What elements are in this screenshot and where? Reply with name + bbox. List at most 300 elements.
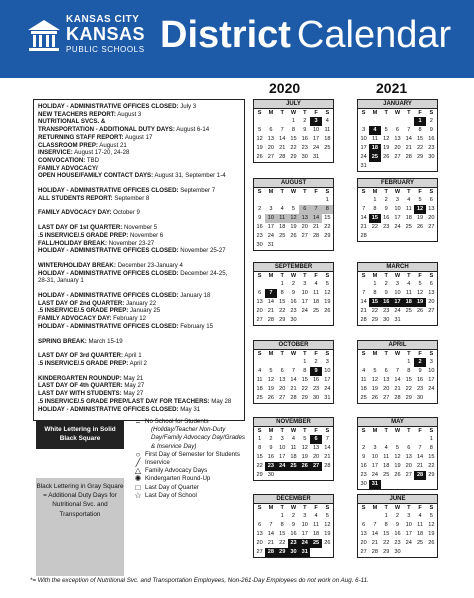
title-light: Calendar: [296, 14, 452, 56]
event-line: HOLIDAY - ADMINISTRATIVE OFFICES CLOSED: July 3: [38, 103, 197, 110]
event-line: .5 INSERVICE/.5 GRADE PREP/LAST DAY FOR TEACHERS: May 28: [38, 397, 232, 405]
calendar-day: 28: [265, 548, 276, 557]
calendar-day: 20: [267, 145, 275, 151]
month-september: [253, 262, 334, 326]
event-line: FAMILY ADVOCACY DAY: February 12: [38, 315, 147, 323]
calendar-day: 12: [301, 445, 308, 451]
event-line: HOLIDAY - ADMINISTRATIVE OFFICES CLOSED: September 7: [38, 187, 216, 195]
month-grid: [254, 272, 333, 325]
calendar-day: 1: [384, 513, 388, 519]
calendar-day: 15: [301, 377, 308, 383]
calendar-day: 6: [269, 127, 273, 133]
weekday-header: F: [314, 189, 318, 195]
calendar-day: 25: [279, 233, 286, 239]
event-gap: [38, 202, 240, 209]
calendar-day: 5: [429, 513, 433, 519]
calendar-day: 28: [312, 233, 320, 239]
event-line: HOLIDAY - ADMINISTRATIVE OFFICES CLOSED: November 25-27: [38, 247, 226, 255]
calendar-day: 7: [418, 445, 422, 451]
legend-item: [133, 492, 245, 500]
legend-black-box: White Lettering in Solid Black Square: [36, 421, 124, 449]
empty-day: [358, 358, 369, 367]
calendar-day: 3: [303, 513, 307, 519]
weekday-header: M: [268, 273, 274, 279]
weekday-header: T: [280, 189, 284, 195]
calendar-day: 14: [360, 299, 367, 305]
weekday-header: S: [257, 505, 262, 511]
calendar-day: 20: [405, 463, 412, 469]
legend-symbol-icon: ☆: [134, 490, 142, 500]
calendar-day: 18: [360, 386, 367, 392]
weekday-header: F: [314, 110, 318, 116]
calendar-day: 8: [384, 522, 388, 528]
calendar-day: 9: [384, 290, 388, 296]
calendar-day: 10: [360, 136, 367, 142]
weekday-header: F: [314, 351, 318, 357]
calendar-day: 16: [267, 454, 275, 460]
calendar-day: 22: [371, 224, 379, 230]
weekday-header: T: [280, 110, 284, 116]
calendar-day: 16: [290, 531, 297, 537]
calendar-day: 24: [371, 472, 379, 478]
event-line: TRANSPORTATION - ADDITIONAL DUTY DAYS: August 6-14: [38, 126, 210, 134]
weekday-header: F: [418, 110, 422, 116]
calendar-day: 14: [279, 136, 286, 142]
calendar-day: 3: [395, 197, 400, 203]
calendar-day: 8: [280, 290, 284, 296]
calendar-day: 15: [256, 454, 263, 460]
weekday-header: S: [257, 273, 262, 279]
calendar-day: 18: [403, 298, 414, 307]
calendar-day: 24: [267, 233, 275, 239]
logo-city: KANSAS CITY: [66, 14, 140, 25]
calendar-day: 12: [324, 522, 331, 528]
calendar-day: 29: [301, 395, 308, 401]
empty-day: [403, 435, 414, 444]
calendar-day: 21: [405, 145, 412, 151]
calendar-day: 19: [324, 531, 331, 537]
calendar-day: 18: [256, 386, 263, 392]
calendar-day: 30: [383, 317, 390, 323]
calendar-day: 1: [373, 197, 377, 203]
calendar-day: 7: [269, 522, 273, 528]
calendar-day: 25: [288, 462, 299, 471]
calendar-day: 9: [291, 290, 296, 296]
calendar-day: 7: [280, 127, 284, 133]
calendar-day: 23: [360, 472, 367, 478]
weekday-header: S: [361, 428, 366, 434]
weekday-header: M: [372, 110, 378, 116]
month-name: JANUARY: [358, 100, 437, 109]
month-grid: [358, 350, 437, 403]
calendar-day: 21: [290, 386, 297, 392]
calendar-day: 23: [265, 462, 276, 471]
calendar-day: 9: [429, 127, 433, 133]
empty-day: [254, 117, 265, 126]
calendar-day: 7: [373, 522, 377, 528]
calendar-day: 17: [405, 531, 412, 537]
calendar-day: 6: [384, 368, 388, 374]
calendar-day: 25: [405, 224, 412, 230]
calendar-day: 30: [394, 549, 401, 555]
calendar-day: 26: [428, 540, 435, 546]
weekday-header: S: [361, 189, 366, 195]
calendar-day: 13: [312, 445, 320, 451]
calendar-day: 27: [428, 224, 435, 230]
month-name: FEBRUARY: [358, 179, 437, 188]
legend-text: Last Day of Quarter: [145, 483, 199, 491]
month-july: [253, 99, 334, 163]
event-line: WINTER/HOLIDAY BREAK: December 23-January 4: [38, 261, 183, 269]
weekday-header: S: [429, 189, 434, 195]
month-name: APRIL: [358, 341, 437, 350]
legend-symbol-icon: ○: [135, 449, 141, 459]
event-line: HOLIDAY - ADMINISTRATIVE OFFICES CLOSED: January 18: [38, 292, 211, 300]
calendar-day: 2: [269, 436, 273, 442]
calendar-day: 10: [394, 206, 401, 212]
calendar-day: 11: [277, 214, 288, 223]
calendar-day: 11: [324, 127, 331, 133]
calendar-day: 31: [267, 242, 275, 248]
calendar-day: 25: [383, 472, 390, 478]
empty-day: [369, 117, 380, 126]
weekday-header: T: [384, 428, 388, 434]
calendar-day: 20: [428, 299, 435, 305]
weekday-header: W: [290, 189, 297, 195]
calendar-day: 8: [258, 445, 262, 451]
calendar-day: 7: [265, 289, 276, 298]
weekday-header: T: [407, 428, 411, 434]
calendar-day: 17: [324, 377, 331, 383]
calendar-day: 1: [280, 281, 284, 287]
weekday-header: T: [407, 189, 411, 195]
calendar-day: 4: [362, 368, 366, 374]
calendar-day: 22: [383, 540, 390, 546]
calendar-day: 26: [371, 395, 379, 401]
calendar-day: 26: [267, 395, 275, 401]
calendar-day: 6: [362, 522, 366, 528]
empty-day: [277, 117, 288, 126]
weekday-header: W: [290, 110, 297, 116]
weekday-header: W: [394, 351, 401, 357]
title-bold: District: [160, 14, 291, 56]
calendar-day: 14: [267, 299, 275, 305]
month-december: [253, 494, 334, 558]
calendar-day: 31: [324, 395, 331, 401]
calendar-day: 21: [312, 224, 320, 230]
calendar-day: 10: [428, 368, 435, 374]
calendar-day: 12: [267, 377, 275, 383]
empty-day: [254, 358, 265, 367]
weekday-header: M: [372, 189, 378, 195]
legend-symbol-icon: □: [135, 482, 141, 492]
month-april: [357, 340, 438, 404]
calendar-day: 9: [395, 522, 400, 528]
logo-state: KANSAS: [66, 24, 146, 44]
legend-item: [133, 426, 245, 451]
page-title: [160, 14, 451, 57]
calendar-day: 7: [291, 368, 296, 374]
calendar-day: 26: [324, 540, 331, 546]
empty-day: [358, 196, 369, 205]
month-june: [357, 494, 438, 558]
calendar-day: 24: [394, 224, 401, 230]
month-february: [357, 178, 438, 242]
calendar-day: 31: [312, 154, 320, 160]
weekday-header: F: [418, 505, 422, 511]
calendar-day: 8: [291, 127, 296, 133]
calendar-day: 29: [383, 549, 390, 555]
empty-day: [392, 435, 403, 444]
weekday-header: T: [303, 189, 307, 195]
calendar-day: 21: [394, 386, 401, 392]
legend-item: [133, 418, 245, 426]
calendar-day: 28: [290, 395, 297, 401]
calendar-day: 2: [291, 281, 296, 287]
calendar-day: 21: [324, 454, 331, 460]
weekday-header: S: [361, 505, 366, 511]
calendar-day: 20: [301, 224, 308, 230]
weekday-header: S: [257, 428, 262, 434]
empty-day: [254, 512, 265, 521]
calendar-day: 22: [256, 463, 263, 469]
calendar-day: 8: [429, 445, 433, 451]
calendar-day: 8: [407, 368, 411, 374]
calendar-day: 28: [279, 154, 286, 160]
calendar-day: 9: [269, 445, 273, 451]
event-line: CLASSROOM PREP: August 21: [38, 141, 127, 149]
empty-day: [381, 358, 392, 367]
calendar-day: 18: [312, 299, 320, 305]
event-line: NEW TEACHERS REPORT: August 3: [38, 110, 142, 118]
month-august: [253, 178, 334, 251]
calendar-day: 24: [405, 540, 412, 546]
legend-item: [133, 467, 245, 475]
calendar-day: 4: [291, 436, 296, 442]
calendar-day: 18: [290, 454, 297, 460]
calendar-day: 1: [280, 513, 284, 519]
calendar-day: 21: [267, 540, 275, 546]
legend-symbol-icon: ✺: [134, 474, 142, 484]
calendar-day: 29: [290, 154, 297, 160]
calendar-day: 11: [290, 445, 297, 451]
calendar-day: 27: [256, 549, 263, 555]
calendar-day: 27: [310, 462, 321, 471]
event-gap: [38, 255, 240, 262]
calendar-day: 16: [290, 299, 297, 305]
calendar-day: 16: [256, 224, 263, 230]
month-name: AUGUST: [254, 179, 333, 188]
calendar-day: 13: [279, 377, 286, 383]
calendar-day: 28: [360, 233, 367, 239]
calendar-day: 3: [429, 359, 433, 365]
calendar-day: 8: [418, 127, 422, 133]
empty-day: [381, 435, 392, 444]
calendar-day: 29: [277, 548, 288, 557]
empty-day: [369, 358, 380, 367]
calendar-day: 28: [360, 317, 367, 323]
calendar-day: 27: [405, 472, 412, 478]
month-march: [357, 262, 438, 326]
calendar-day: 23: [290, 308, 297, 314]
event-line: LAST DAY OF 2nd QUARTER: January 22: [38, 299, 157, 307]
weekday-header: T: [407, 110, 411, 116]
month-grid: [358, 272, 437, 325]
weekday-header: S: [361, 351, 366, 357]
calendar-day: 13: [383, 377, 390, 383]
calendar-day: 9: [362, 454, 366, 460]
event-line: .5 INSERVICE/.5 GRADE PREP: January 25: [38, 307, 161, 315]
calendar-day: 8: [373, 290, 377, 296]
calendar-day: 3: [280, 436, 284, 442]
calendar-day: 16: [416, 377, 424, 383]
calendar-day: 1: [303, 359, 307, 365]
calendar-day: 16: [381, 298, 392, 307]
calendar-day: 11: [405, 206, 412, 212]
calendar-day: 18: [279, 224, 286, 230]
calendar-day: 4: [407, 197, 411, 203]
weekday-header: M: [268, 189, 274, 195]
calendar-day: 23: [383, 308, 390, 314]
event-line: OPEN HOUSE/FAMILY CONTACT DAYS: August 31, September 1-4: [38, 172, 226, 180]
calendar-day: 9: [291, 522, 296, 528]
calendar-day: 28: [267, 317, 275, 323]
calendar-day: 21: [267, 308, 275, 314]
header-banner: [0, 0, 474, 78]
calendar-day: 14: [394, 377, 401, 383]
calendar-day: 9: [258, 215, 262, 221]
calendar-day: 2: [258, 206, 262, 212]
calendar-day: 4: [280, 206, 284, 212]
calendar-day: 8: [303, 368, 307, 374]
calendar-day: 27: [301, 233, 308, 239]
calendar-day: 25: [360, 395, 367, 401]
weekday-header: T: [303, 428, 307, 434]
calendar-day: 2: [384, 281, 388, 287]
calendar-day: 19: [416, 215, 424, 221]
empty-day: [254, 196, 265, 205]
empty-day: [369, 435, 380, 444]
calendar-day: 26: [324, 308, 331, 314]
calendar-day: 28: [394, 395, 401, 401]
legend-text: Last Day of School: [145, 491, 197, 499]
calendar-day: 30: [301, 154, 308, 160]
weekday-header: S: [325, 273, 330, 279]
calendar-day: 30: [360, 481, 367, 487]
calendar-day: 28: [324, 463, 331, 469]
month-may: [357, 417, 438, 490]
weekday-header: M: [372, 505, 378, 511]
event-line: HOLIDAY - ADMINISTRATIVE OFFICES CLOSED: February 15: [38, 322, 214, 330]
calendar-day: 25: [405, 308, 412, 314]
calendar-day: 15: [369, 214, 380, 223]
empty-day: [310, 196, 321, 205]
event-line: FAMILY ADVOCACY DAY: October 9: [38, 209, 140, 217]
calendar-day: 12: [324, 290, 331, 296]
calendar-day: 23: [288, 539, 299, 548]
calendar-day: 20: [383, 386, 390, 392]
calendar-day: 17: [360, 145, 367, 151]
calendar-day: 4: [325, 118, 329, 124]
weekday-header: W: [394, 110, 401, 116]
calendar-day: 12: [383, 136, 390, 142]
calendar-day: 11: [372, 136, 378, 142]
weekday-header: T: [280, 351, 284, 357]
calendar-day: 13: [360, 531, 367, 537]
month-name: JUNE: [358, 495, 437, 504]
calendar-day: 26: [383, 154, 390, 160]
calendar-day: 29: [405, 395, 412, 401]
logo-district: PUBLIC SCHOOLS: [66, 45, 145, 54]
empty-day: [358, 435, 369, 444]
month-grid: [358, 504, 437, 557]
calendar-day: 12: [288, 214, 299, 223]
legend-text: Family Advocacy Days: [145, 467, 208, 475]
weekday-header: F: [314, 273, 318, 279]
weekday-header: S: [257, 110, 262, 116]
calendar-day: 6: [258, 290, 262, 296]
weekday-header: W: [290, 351, 297, 357]
weekday-header: F: [314, 428, 318, 434]
event-line: RETURNING STAFF REPORT: August 17: [38, 133, 153, 141]
calendar-day: 9: [384, 206, 388, 212]
calendar-day: 22: [290, 145, 297, 151]
calendar-day: 11: [383, 454, 390, 460]
calendar-day: 2: [384, 197, 388, 203]
calendar-day: 15: [369, 298, 380, 307]
calendar-day: 22: [428, 463, 435, 469]
weekday-header: T: [280, 505, 284, 511]
calendar-day: 5: [269, 368, 273, 374]
calendar-day: 16: [312, 377, 320, 383]
calendar-day: 13: [299, 214, 310, 223]
month-grid: [358, 109, 437, 171]
calendar-day: 25: [310, 539, 321, 548]
calendar-day: 27: [256, 317, 263, 323]
calendar-day: 14: [267, 531, 275, 537]
calendar-day: 4: [384, 445, 388, 451]
weekday-header: M: [372, 273, 378, 279]
calendar-day: 21: [360, 308, 367, 314]
calendar-day: 10: [279, 445, 286, 451]
month-grid: [254, 109, 333, 162]
calendar-day: 29: [416, 154, 424, 160]
calendar-day: 11: [360, 377, 367, 383]
empty-day: [403, 117, 414, 126]
calendar-day: 14: [405, 136, 412, 142]
weekday-header: F: [418, 351, 422, 357]
empty-day: [414, 435, 425, 444]
calendar-day: 31: [299, 548, 310, 557]
month-november: [253, 417, 334, 481]
calendar-day: 27: [267, 154, 275, 160]
calendar-day: 20: [360, 540, 367, 546]
event-line: HOLIDAY - ADMINISTRATIVE OFFICES CLOSED: December 24-25,: [38, 269, 228, 277]
empty-day: [299, 196, 310, 205]
calendar-day: 15: [279, 299, 286, 305]
calendar-day: 25: [324, 145, 331, 151]
empty-day: [392, 358, 403, 367]
calendar-day: 11: [313, 522, 319, 528]
calendar-day: 5: [325, 513, 329, 519]
weekday-header: M: [268, 110, 274, 116]
calendar-day: 13: [256, 299, 263, 305]
calendar-day: 12: [414, 205, 425, 214]
month-grid: [358, 427, 437, 489]
calendar-day: 24: [394, 308, 401, 314]
event-line: LAST DAY OF 3rd QUARTER: April 1: [38, 352, 142, 360]
calendar-day: 19: [371, 386, 379, 392]
